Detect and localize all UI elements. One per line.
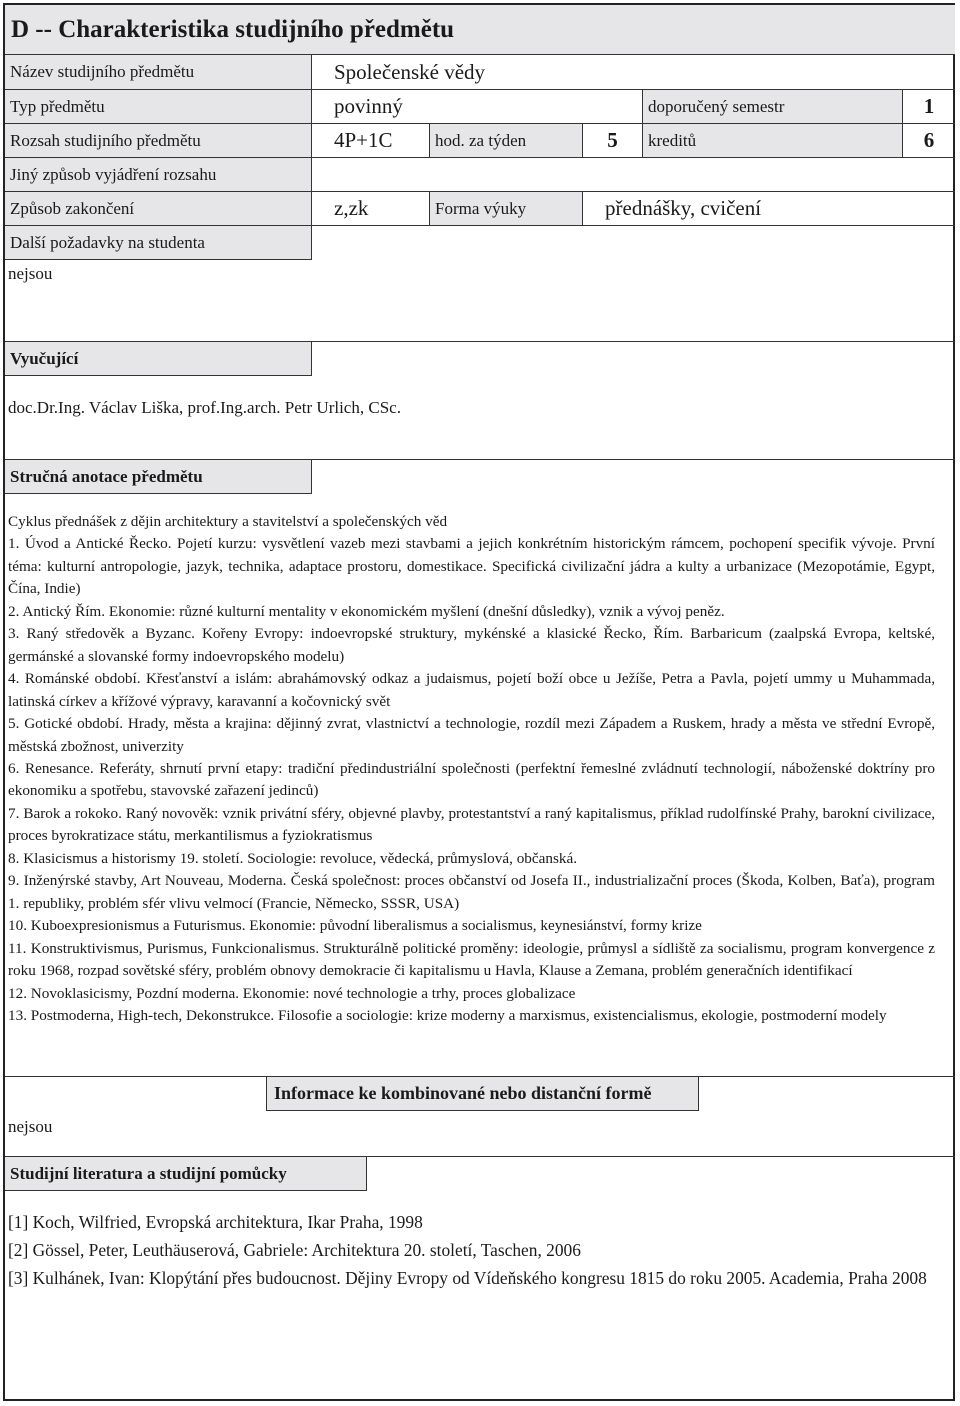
- jiny-zpusob-value: [312, 158, 955, 192]
- anotace-paragraph: 10. Kuboexpresionismus a Futurismus. Ekonomie: původní liberalismus a socialismus, keynesiánství, formy krize: [8, 917, 702, 935]
- anotace-paragraph: 4. Románské období. Křesťanství a islám: abrahámovský odkaz a judaismus, pojetí boží obce u Ježíše, Petra a Pavla, pojetí ummy u Muhammada, latinská církev a křížové výpravy, karavanní a kočovnický svět: [8, 670, 935, 710]
- kredity-value: 6: [903, 124, 955, 158]
- kredity-label: kreditů: [643, 124, 903, 158]
- anotace-paragraph: 3. Raný středověk a Byzanc. Kořeny Evropy: indoevropské struktury, mykénské a klasické Řecko, Řím. Barbaricum (zaalpská Evropa, keltské, germánské a slovanské formy indoevropského modelu): [8, 625, 935, 665]
- anotace-paragraph: 6. Renesance. Referáty, shrnutí první etapy: tradiční předindustriální společnosti (perfektní řemeslné zvládnutí technologií, náboženské doktríny pro ekonomiku a spotřebu, stavovské zařazení jedinců): [8, 759, 935, 800]
- semestr-value: 1: [903, 90, 955, 124]
- jiny-zpusob-label: Jiný způsob vyjádření rozsahu: [5, 158, 312, 192]
- rozsah-value: 4P+1C: [312, 124, 430, 158]
- forma-label: Forma výuky: [430, 192, 583, 226]
- anotace-paragraph: 13. Postmoderna, High-tech, Dekonstrukce. Filosofie a sociologie: krize moderny a marxismus, existencialismus, ekologie, postmoderní modely: [8, 1006, 887, 1024]
- typ-value: povinný: [312, 90, 643, 124]
- vyucujici-value: doc.Dr.Ing. Václav Liška, prof.Ing.arch. Petr Urlich, CSc.: [8, 398, 401, 417]
- anotace-paragraph: Cyklus přednášek z dějin architektury a stavitelství a společenských věd: [8, 513, 448, 530]
- vyucujici-label: Vyučující: [5, 342, 312, 376]
- pozadavky-value: nejsou: [8, 264, 53, 283]
- hod-value: 5: [583, 124, 643, 158]
- anotace-paragraph: 2. Antický Řím. Ekonomie: různé kulturní mentality v ekonomickém myšlení (dnešní důsledky), vznik a vývoj peněz.: [8, 602, 725, 620]
- zakonceni-value: z,zk: [312, 192, 430, 226]
- anotace-paragraph: 11. Konstruktivismus, Purismus, Funkcionalismus. Strukturálně politické proměny: ideologie, průmysl a sídliště za socialismu, program konvergence z roku 1968, rozpad sovětské sféry, problém obnovy demokracie či kapitalismu u Havla, Klause a Zemana, problém generačních identifikací: [8, 939, 935, 980]
- literatura-item: [3] Kulhánek, Ivan: Klopýtání přes budoucnost. Dějiny Evropy od Vídeňského kongresu 1815 do roku 2005. Academia, Praha 2008: [8, 1268, 927, 1288]
- anotace-paragraph: 7. Barok a rokoko. Raný novověk: vznik privátní sféry, objevné plavby, protestantství a raný kapitalismus, příklad rudolfínské Prahy, barokní civilizace, proces byrokratizace státu, merkantilismus a fyziokratismus: [8, 804, 935, 845]
- rozsah-label: Rozsah studijního předmětu: [5, 124, 312, 158]
- nazev-label: Název studijního předmětu: [5, 55, 312, 90]
- nazev-value: Společenské vědy: [312, 55, 955, 90]
- semestr-label: doporučený semestr: [643, 90, 903, 124]
- literatura-item: [2] Gössel, Peter, Leuthäuserová, Gabriele: Architektura 20. století, Taschen, 2006: [8, 1240, 581, 1260]
- pozadavky-label: Další požadavky na studenta: [5, 226, 312, 260]
- anotace-paragraph: 8. Klasicismus a historismy 19. století. Sociologie: revoluce, vědecká, průmyslová, občanská.: [8, 849, 577, 867]
- literatura-list: [8, 1208, 935, 1292]
- forma-value: přednášky, cvičení: [583, 192, 955, 226]
- literatura-label: Studijní literatura a studijní pomůcky: [5, 1157, 367, 1191]
- anotace-label: Stručná anotace předmětu: [5, 460, 312, 494]
- zakonceni-label: Způsob zakončení: [5, 192, 312, 226]
- page-title: D -- Charakteristika studijního předmětu: [5, 5, 955, 55]
- typ-label: Typ předmětu: [5, 90, 312, 124]
- kombinovana-value: nejsou: [8, 1117, 53, 1136]
- kombinovana-label: Informace ke kombinované nebo distanční formě: [266, 1077, 699, 1111]
- literatura-item: [1] Koch, Wilfried, Evropská architektura, Ikar Praha, 1998: [8, 1212, 423, 1232]
- hod-label: hod. za týden: [430, 124, 583, 158]
- anotace-text: [8, 511, 935, 1027]
- anotace-paragraph: 9. Inženýrské stavby, Art Nouveau, Moderna. Česká společnost: proces občanství od Josefa II., industrializační proces (Škoda, Kolben, Baťa), program 1. republiky, problém sfér vlivu velmocí (Francie, Německo, SSSR, USA): [8, 872, 935, 912]
- anotace-paragraph: 1. Úvod a Antické Řecko. Pojetí kurzu: vysvětlení vazeb mezi stavbami a jejich konkrétním historickým rámcem, pochopení specifik vývoje. První téma: kulturní antropologie, jazyk, technika, adaptace prostoru, domestikace. Specifická civilizační jádra a kulty a urbanizace (Mezopotámie, Egypt, Čína, Indie): [8, 535, 935, 598]
- anotace-paragraph: 12. Novoklasicismy, Pozdní moderna. Ekonomie: nové technologie a trhy, proces globalizace: [8, 984, 576, 1002]
- anotace-paragraph: 5. Gotické období. Hrady, města a krajina: dějinný zvrat, vlastnictví a technologie, rozdíl mezi Západem a Ruskem, hrady a města ve střední Evropě, městská zbožnost, univerzity: [8, 715, 935, 755]
